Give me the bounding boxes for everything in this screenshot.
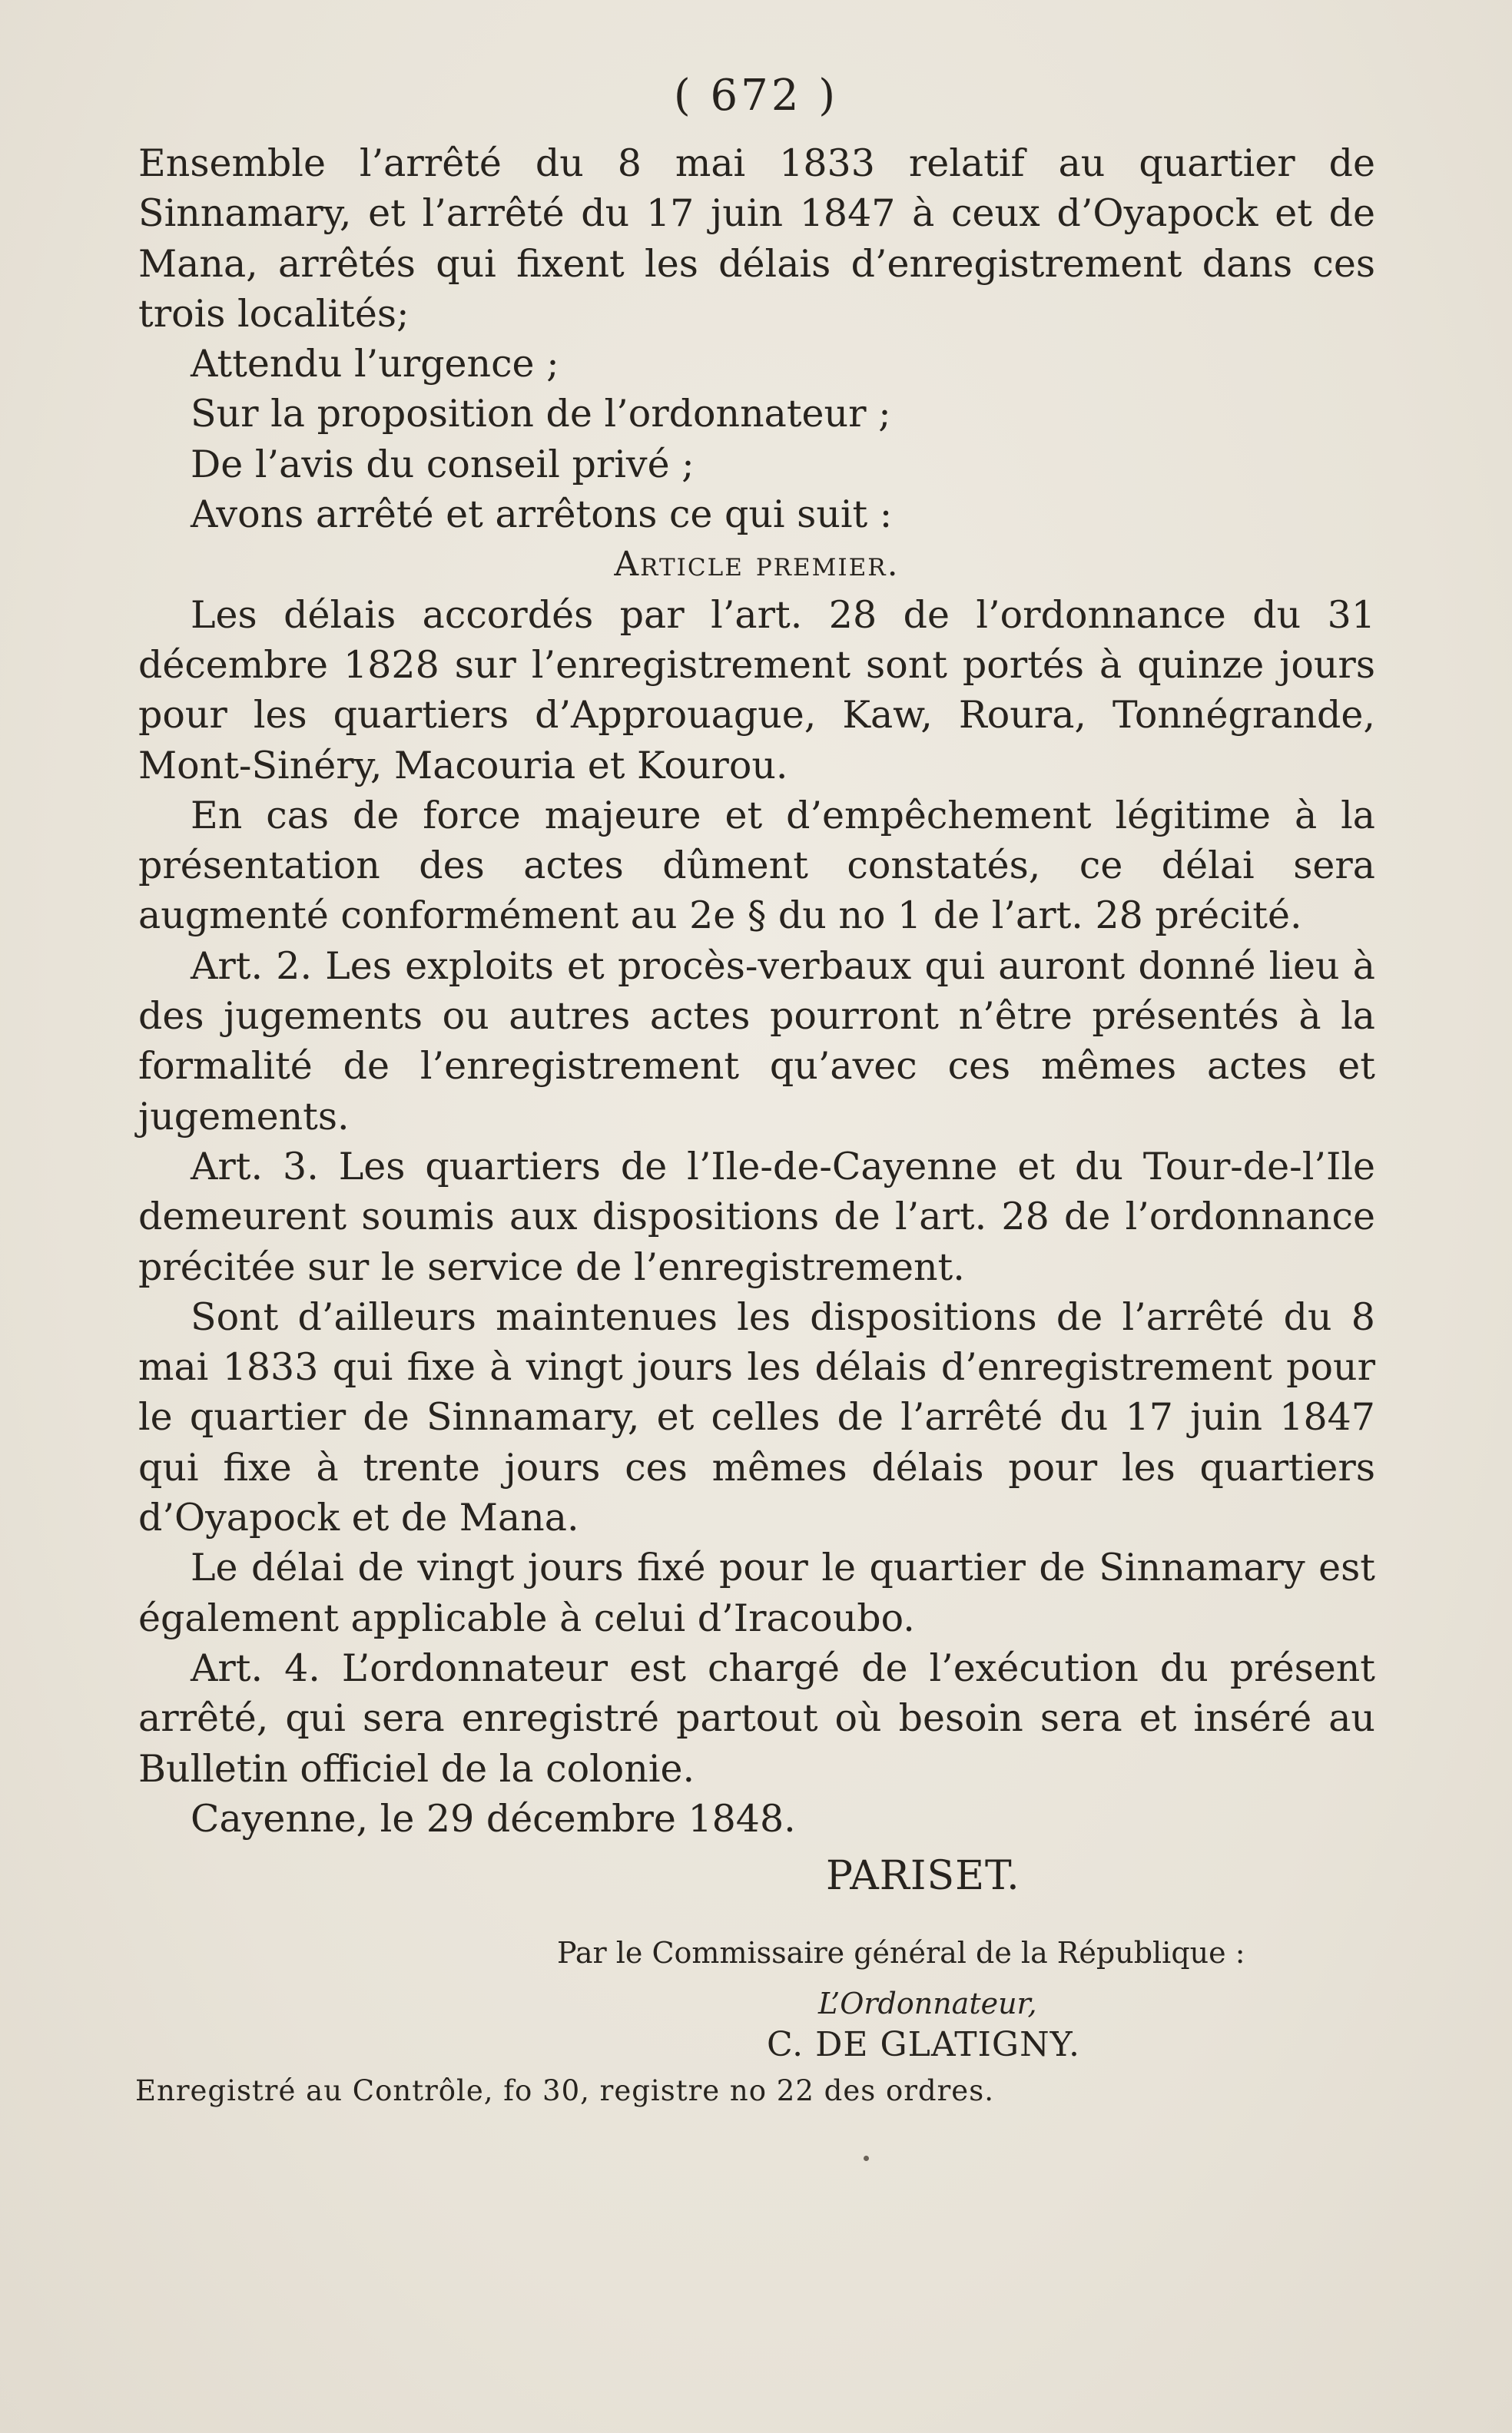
registration-note: Enregistré au Contrôle, fo 30, registre no 22 des ordres. <box>135 2074 994 2107</box>
signatory-name: PARISET. <box>826 1853 1020 1899</box>
document-body <box>138 138 1375 1844</box>
second-signatory-name: C. DE GLATIGNY. <box>767 2025 1080 2064</box>
signatory-role: L’Ordonnateur, <box>818 1987 1037 2020</box>
paragraph-avons-arrete: Avons arrêté et arrêtons ce qui suit : <box>191 492 893 537</box>
paragraph-maintenues: Sont d’ailleurs maintenues les dispositions de l’arrêté du 8 mai 1833 qui fixe à vingt jours les délais d’enregistrement pour le quartier de Sinnamary, et celles de l’arrêté du 17 juin 1847 qui fixe à trente jours ces mêmes délais pour les quartiers d’Oyapock et de Mana. <box>138 1294 1375 1540</box>
paragraph-avis: De l’avis du conseil privé ; <box>191 442 695 486</box>
paragraph-force-majeure: En cas de force majeure et d’empêchement légitime à la présentation des actes dûment constatés, ce délai sera augmenté conformément au 2e § du no 1 de l’art. 28 précité. <box>138 793 1375 938</box>
paragraph-date: Cayenne, le 29 décembre 1848. <box>191 1796 796 1841</box>
paragraph-article-1: Les délais accordés par l’art. 28 de l’ordonnance du 31 décembre 1828 sur l’enregistrement sont portés à quinze jours pour les quartiers d’Approuague, Kaw, Roura, Tonnégrande, Mont-Sinéry, Macouria et Kourou. <box>138 592 1375 787</box>
paragraph-proposition: Sur la proposition de l’ordonnateur ; <box>191 392 891 436</box>
paragraph-iracoubo: Le délai de vingt jours fixé pour le quartier de Sinnamary est également applicable à celui d’Iracoubo. <box>138 1546 1375 1640</box>
signatory-by-line: Par le Commissaire général de la République : <box>557 1936 1245 1970</box>
paragraph-article-2: Art. 2. Les exploits et procès-verbaux qui auront donné lieu à des jugements ou autres actes pourront n’être présentés à la formalité de l’enregistrement qu’avec ces mêmes actes et jugements. <box>138 943 1375 1139</box>
paragraph-urgence: Attendu l’urgence ; <box>191 342 559 386</box>
paragraph-ensemble: Ensemble l’arrêté du 8 mai 1833 relatif au quartier de Sinnamary, et l’arrêté du 17 juin 1847 à ceux d’Oyapock et de Mana, arrêtés qui fixent les délais d’enregistrement dans ces trois localités; <box>138 141 1375 336</box>
paragraph-article-3: Art. 3. Les quartiers de l’Ile-de-Cayenne et du Tour-de-l’Ile demeurent soumis aux dispositions de l’art. 28 de l’ordonnance précitée sur le service de l’enregistrement. <box>138 1144 1375 1289</box>
article-premier-heading: Article premier. <box>614 545 900 585</box>
paragraph-article-4: Art. 4. L’ordonnateur est chargé de l’exécution du présent arrêté, qui sera enregistré partout où besoin sera et inséré au Bulletin officiel de la colonie. <box>138 1646 1375 1791</box>
ink-speck <box>864 2156 869 2161</box>
page-number: ( 672 ) <box>673 71 839 121</box>
